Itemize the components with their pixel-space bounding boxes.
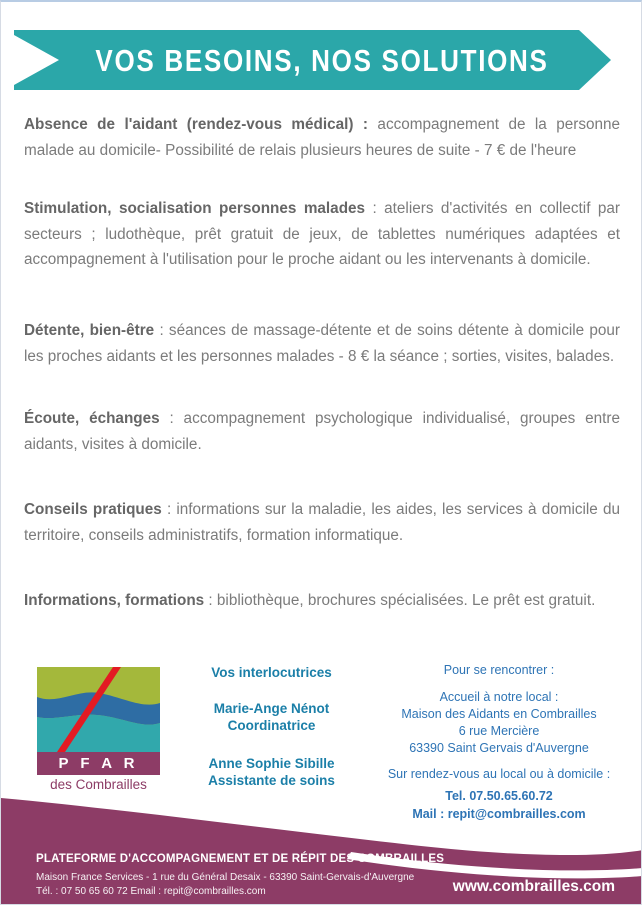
meeting-appointment: Sur rendez-vous au local ou à domicile : [387, 767, 611, 781]
section-heading: Détente, bien-être [24, 321, 155, 339]
pfar-subtitle: des Combrailles [50, 777, 147, 792]
body-sections [24, 112, 620, 613]
pfar-acronym: P F A R [37, 752, 160, 775]
person-name: Marie-Ange Nénot [213, 701, 330, 716]
section-paragraph [24, 196, 620, 273]
section-paragraph [24, 112, 620, 163]
phone-number: Tel. 07.50.65.60.72 [445, 789, 553, 803]
footer-info [36, 853, 444, 897]
pfar-logo [37, 667, 160, 792]
footer-address: Maison France Services - 1 rue du Général Desaix - 63390 Saint-Gervais-d'Auvergne [36, 872, 415, 883]
meeting-line: 63390 Saint Gervais d'Auvergne [409, 741, 589, 755]
banner-title: VOS BESOINS, NOS SOLUTIONS [95, 43, 549, 78]
person-role: Assistante de soins [208, 773, 335, 788]
interlocutrices-column [179, 664, 364, 810]
section-body: : ateliers d'activités en collectif par secteurs ; ludothèque, prêt gratuit de jeux, de tablettes numériques adaptées et accompagnement à l'utilisation pour le proche aidant ou les intervenants à domicile. [24, 200, 620, 269]
section-body: : informations sur la maladie, les aides, les services à domicile du territoire, conseils administratifs, formation informatique. [24, 501, 621, 544]
section-heading: Stimulation, socialisation personnes malades [24, 200, 366, 218]
section-body: : bibliothèque, brochures spécialisées. Le prêt est gratuit. [204, 591, 596, 609]
person-entry [179, 755, 364, 789]
section-heading: Conseils pratiques [24, 501, 162, 519]
person-name: Anne Sophie Sibille [208, 756, 335, 771]
footer-title: PLATEFORME D'ACCOMPAGNEMENT ET DE RÉPIT DES COMBRAILLES [36, 853, 445, 865]
meeting-line: Accueil à notre local : [439, 690, 559, 704]
website-link[interactable]: www.combrailles.com [452, 878, 615, 895]
interlocutrices-title: Vos interlocutrices [211, 665, 332, 680]
section-body: : accompagnement psychologique individualisé, groupes entre aidants, visites à domicile. [24, 410, 620, 453]
section-paragraph [24, 588, 620, 614]
section-paragraph [24, 497, 620, 548]
section-body: : séances de massage-détente et de soins détente à domicile pour les proches aidants et les personnes malades - 8 € la séance ; sorties, visites, balades. [24, 321, 621, 365]
section-body: accompagnement de la personne malade au domicile- Possibilité de relais plusieurs heures de suite - 7 € de l'heure [24, 116, 621, 159]
meeting-line: Maison des Aidants en Combrailles [401, 707, 597, 721]
section-heading: Absence de l'aidant (rendez-vous médical) : [24, 116, 369, 133]
section-paragraph [24, 318, 620, 369]
footer-contact: Tél. : 07 50 65 60 72 Email : repit@combrailles.com [36, 886, 266, 897]
meeting-line: 6 rue Mercière [458, 724, 540, 738]
section-heading: Écoute, échanges [24, 410, 160, 428]
section-heading: Informations, formations [24, 591, 205, 609]
meeting-title: Pour se rencontrer : [443, 663, 555, 677]
pfar-logo-image [37, 667, 160, 752]
person-role: Coordinatrice [227, 718, 316, 733]
email-link[interactable]: Mail : repit@combrailles.com [412, 807, 586, 821]
section-paragraph [24, 406, 620, 457]
person-entry [179, 700, 364, 734]
